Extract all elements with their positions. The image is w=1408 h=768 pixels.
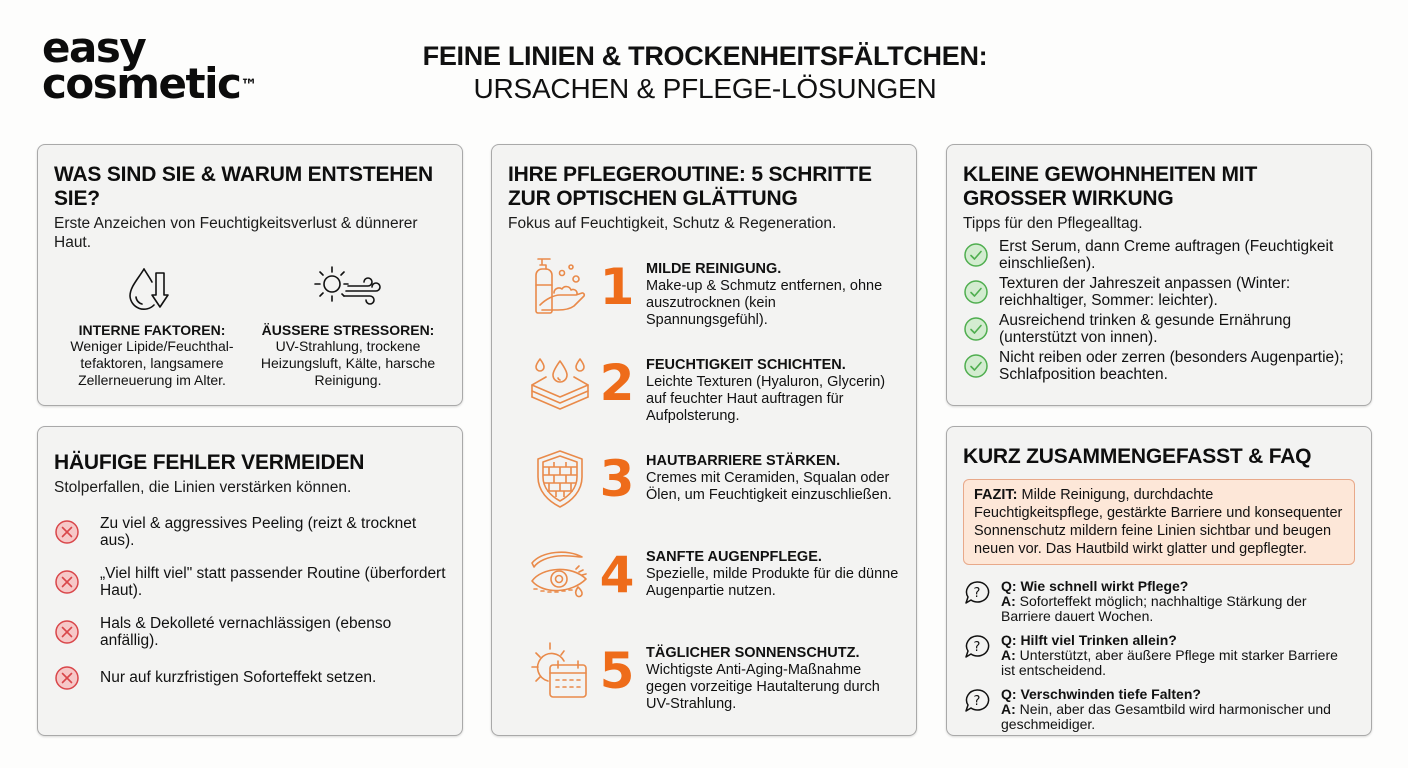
page-title-line-2: URSACHEN & PFLEGE-LÖSUNGEN (473, 73, 937, 104)
factor-title: ÄUSSERE STRESSOREN: (261, 322, 435, 338)
svg-text:?: ? (973, 586, 981, 601)
page-title (400, 40, 1010, 106)
step-title: SANFTE AUGENPFLEGE. (646, 549, 822, 565)
step-number: 1 (599, 258, 635, 316)
list-item (963, 349, 1355, 383)
list-item (54, 665, 446, 691)
summary-box (963, 479, 1355, 565)
faq-answer: A: Unterstützt, aber äußere Pflege mit starker Barriere ist entscheidend. (1001, 647, 1338, 678)
routine-step-1 (508, 255, 900, 351)
mistakes-list (54, 515, 446, 691)
step-title: MILDE REINIGUNG. (646, 261, 782, 277)
step-content (646, 351, 900, 425)
faq-content (1001, 687, 1355, 732)
faq-answer: A: Soforteffekt möglich; nachhaltige Stärkung der Barriere dauert Wochen. (1001, 593, 1307, 624)
routine-step-4 (508, 543, 900, 639)
mistake-text: „Viel hilft viel" statt passender Routine (überfordert Haut). (100, 565, 446, 599)
factor-internal (54, 260, 250, 389)
habit-text: Nicht reiben oder zerren (besonders Augenpartie); Schlafposition beachten. (999, 349, 1344, 383)
factor-title: INTERNE FAKTOREN: (78, 322, 226, 338)
svg-text:?: ? (973, 694, 981, 709)
step-text: Make-up & Schmutz entfernen, ohne auszutrocknen (kein Spannungsgefühl). (646, 278, 883, 328)
check-circle-icon (963, 242, 989, 268)
eye-icon (528, 543, 592, 607)
list-item (54, 565, 446, 599)
x-circle-icon (54, 619, 80, 645)
step-number: 2 (599, 354, 635, 412)
faq-item (963, 687, 1355, 732)
soap-hand-icon (528, 255, 592, 319)
faq-item (963, 579, 1355, 624)
factor-external (250, 260, 446, 389)
brick-shield-icon (528, 447, 592, 511)
list-item (963, 312, 1355, 346)
faq-question: Q: Hilft viel Trinken allein? (1001, 632, 1177, 648)
mistake-text: Nur auf kurzfristigen Soforteffekt setzen. (100, 669, 377, 686)
card-subtitle: Tipps für den Pflegealltag. (963, 215, 1143, 232)
factor-text: UV-Strahlung, trockene Heizungsluft, Kälte, harsche Reinigung. (260, 338, 436, 388)
droplet-layers-icon (528, 351, 592, 415)
svg-text:?: ? (973, 640, 981, 655)
question-bubble-icon (963, 687, 991, 715)
step-text: Spezielle, milde Produkte für die dünne Augenpartie nutzen. (646, 566, 899, 599)
card-summary-faq (946, 426, 1372, 736)
step-content (646, 255, 900, 329)
factors-list (54, 260, 446, 389)
step-text: Wichtigste Anti-Aging-Maßnahme gegen vorzeitige Hautalterung durch UV-Strahlung. (646, 662, 880, 712)
check-circle-icon (963, 279, 989, 305)
question-bubble-icon (963, 633, 991, 661)
step-number: 3 (599, 450, 635, 508)
list-item (963, 238, 1355, 272)
routine-step-5 (508, 639, 900, 735)
check-circle-icon (963, 316, 989, 342)
step-title: TÄGLICHER SONNENSCHUTZ. (646, 645, 860, 661)
card-title: WAS SIND SIE & WARUM ENTSTEHEN SIE? (54, 163, 434, 210)
brand-line-1: easy (42, 23, 146, 72)
habit-text: Texturen der Jahreszeit anpassen (Winter: reichhaltiger, Sommer: leichter). (999, 275, 1291, 309)
card-routine (491, 144, 917, 736)
routine-step-2 (508, 351, 900, 447)
card-habits (946, 144, 1372, 406)
faq-content (1001, 579, 1355, 624)
droplet-down-icon (54, 260, 250, 318)
card-title: KLEINE GEWOHNHEITEN MIT GROSSER WIRKUNG (963, 163, 1258, 210)
card-causes (37, 144, 463, 406)
step-text: Cremes mit Ceramiden, Squalan oder Ölen, um Feuchtigkeit einzuschließen. (646, 470, 892, 503)
page-title-line-1: FEINE LINIEN & TROCKENHEITSFÄLTCHEN: (422, 41, 988, 71)
factor-text: Weniger Lipide/Feuchthal-tefaktoren, langsamere Zellerneuerung im Alter. (70, 338, 234, 388)
faq-item (963, 633, 1355, 678)
step-number: 4 (599, 546, 635, 604)
faq-question: Q: Wie schnell wirkt Pflege? (1001, 578, 1189, 594)
habit-text: Erst Serum, dann Creme auftragen (Feuchtigkeit einschließen). (999, 238, 1334, 272)
list-item (54, 515, 446, 549)
card-title: KURZ ZUSAMMENGEFASST & FAQ (963, 445, 1312, 468)
step-text: Leichte Texturen (Hyaluron, Glycerin) auf feuchter Haut auftragen für Aufpolsterung. (646, 374, 886, 424)
mistake-text: Zu viel & aggressives Peeling (reizt & trocknet aus). (100, 515, 417, 549)
step-title: FEUCHTIGKEIT SCHICHTEN. (646, 357, 846, 373)
card-title: HÄUFIGE FEHLER VERMEIDEN (54, 451, 365, 474)
card-subtitle: Fokus auf Feuchtigkeit, Schutz & Regeneration. (508, 215, 837, 232)
card-subtitle: Stolperfallen, die Linien verstärken können. (54, 479, 352, 496)
list-item (963, 275, 1355, 309)
habits-list (963, 238, 1355, 383)
faq-answer: A: Nein, aber das Gesamtbild wird harmonischer und geschmeidiger. (1001, 701, 1331, 732)
sun-wind-icon (250, 260, 446, 318)
trademark: ™ (240, 76, 258, 96)
routine-step-3 (508, 447, 900, 543)
step-content (646, 543, 900, 600)
x-circle-icon (54, 665, 80, 691)
step-content (646, 447, 900, 504)
card-subtitle: Erste Anzeichen von Feuchtigkeitsverlust & dünnerer Haut. (54, 215, 418, 251)
step-number: 5 (599, 642, 635, 700)
habit-text: Ausreichend trinken & gesunde Ernährung (unterstützt von innen). (999, 312, 1292, 346)
card-title: IHRE PFLEGEROUTINE: 5 SCHRITTE ZUR OPTISCHEN GLÄTTUNG (508, 163, 872, 210)
faq-content (1001, 633, 1355, 678)
x-circle-icon (54, 519, 80, 545)
card-mistakes (37, 426, 463, 736)
brand-line-2: cosmetic™ (42, 59, 258, 108)
list-item (54, 615, 446, 649)
faq-list (963, 579, 1355, 732)
step-content (646, 639, 900, 713)
routine-steps (508, 255, 900, 735)
summary-label: FAZIT: (974, 487, 1018, 503)
question-bubble-icon (963, 579, 991, 607)
check-circle-icon (963, 353, 989, 379)
mistake-text: Hals & Dekolleté vernachlässigen (ebenso anfällig). (100, 615, 392, 649)
summary-text: Milde Reinigung, durchdachte Feuchtigkeitspflege, gestärkte Barriere und konsequenter Sonnenschutz mildern feine Linien sichtbar und beugen neuen vor. Das Hautbild wirkt glatter und gepflegter. (974, 487, 1343, 557)
sun-calendar-icon (528, 639, 592, 703)
brand-logo (42, 23, 258, 108)
step-title: HAUTBARRIERE STÄRKEN. (646, 453, 841, 469)
faq-question: Q: Verschwinden tiefe Falten? (1001, 686, 1201, 702)
x-circle-icon (54, 569, 80, 595)
